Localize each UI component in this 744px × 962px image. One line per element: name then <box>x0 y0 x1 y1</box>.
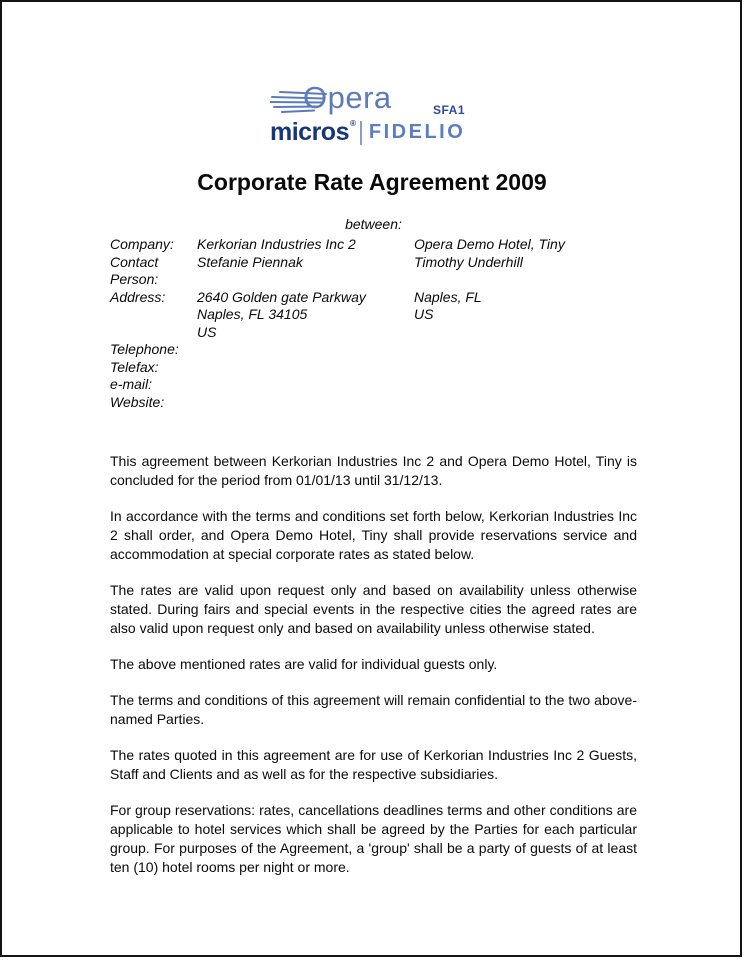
registered-trademark-icon: ® <box>349 119 356 128</box>
detail-label: Telefax: <box>110 358 159 375</box>
detail-row-email <box>110 376 650 394</box>
micros-fidelio-row <box>270 118 465 147</box>
paragraph: In accordance with the terms and conditions set forth below, Kerkorian Industries Inc 2 shall order, and Opera Demo Hotel, Tiny shall provide reservations service and accommodation at special corporate rates as stated below. <box>110 508 637 562</box>
detail-row-company <box>110 236 650 254</box>
detail-row-telefax <box>110 359 650 377</box>
page-title: Corporate Rate Agreement 2009 <box>197 169 547 195</box>
address-line: Naples, FL 34105 <box>197 306 308 322</box>
detail-label: Contact Person: <box>110 253 159 287</box>
address-line: US <box>197 323 217 340</box>
opera-logo-row <box>270 80 480 120</box>
fidelio-wordmark: FIDELIO <box>368 121 466 143</box>
micros-wordmark: micros <box>270 118 349 146</box>
agreement-body <box>110 452 637 894</box>
paragraph: The terms and conditions of this agreement will remain confidential to the two above-named Parties. <box>110 692 637 727</box>
paragraph: For group reservations: rates, cancellations deadlines terms and other conditions are applicable to hotel services which shall be agreed by the Parties for each particular group. For purposes of the Agreement, a 'group' shall be a party of guests of at least ten (10) hotel rooms per night or more. <box>110 802 637 875</box>
detail-value-right: Timothy Underhill <box>414 253 523 270</box>
detail-value-left: Stefanie Piennak <box>197 253 303 270</box>
detail-row-contact-person <box>110 254 650 289</box>
detail-label: Website: <box>110 393 165 410</box>
logo-divider <box>360 121 362 145</box>
paragraph: The above mentioned rates are valid for individual guests only. <box>110 656 498 672</box>
detail-label: Address: <box>110 288 166 305</box>
sfa1-label: SFA1 <box>433 103 466 117</box>
paragraph: The rates are valid upon request only and based on availability unless otherwise stated. During fairs and special events in the respective cities the agreed rates are also valid upon request only and based on availability unless otherwise stated. <box>110 582 637 636</box>
detail-row-address <box>110 289 650 342</box>
address-line: US <box>414 306 434 322</box>
detail-label: e-mail: <box>110 376 153 392</box>
detail-value-left <box>197 289 414 342</box>
detail-value-left: Kerkorian Industries Inc 2 <box>197 236 356 252</box>
paragraph: This agreement between Kerkorian Industries Inc 2 and Opera Demo Hotel, Tiny is concluded for the period from 01/01/13 until 31/12/13. <box>110 453 637 488</box>
detail-value-right: Opera Demo Hotel, Tiny <box>414 236 565 252</box>
opera-wordmark: Opera <box>303 80 392 115</box>
between-label: between: <box>345 216 402 232</box>
detail-label: Company: <box>110 236 174 252</box>
detail-row-website <box>110 394 650 412</box>
detail-row-telephone <box>110 341 650 359</box>
paragraph: The rates quoted in this agreement are for use of Kerkorian Industries Inc 2 Guests, Staff and Clients and as well as for the respective subsidiaries. <box>110 747 637 782</box>
details-table <box>110 236 650 411</box>
address-line: Naples, FL <box>414 288 482 305</box>
detail-value-right <box>414 289 650 342</box>
detail-label: Telephone: <box>110 341 179 357</box>
micros-fidelio-opera-logo <box>270 80 480 150</box>
address-line: 2640 Golden gate Parkway <box>197 288 366 305</box>
